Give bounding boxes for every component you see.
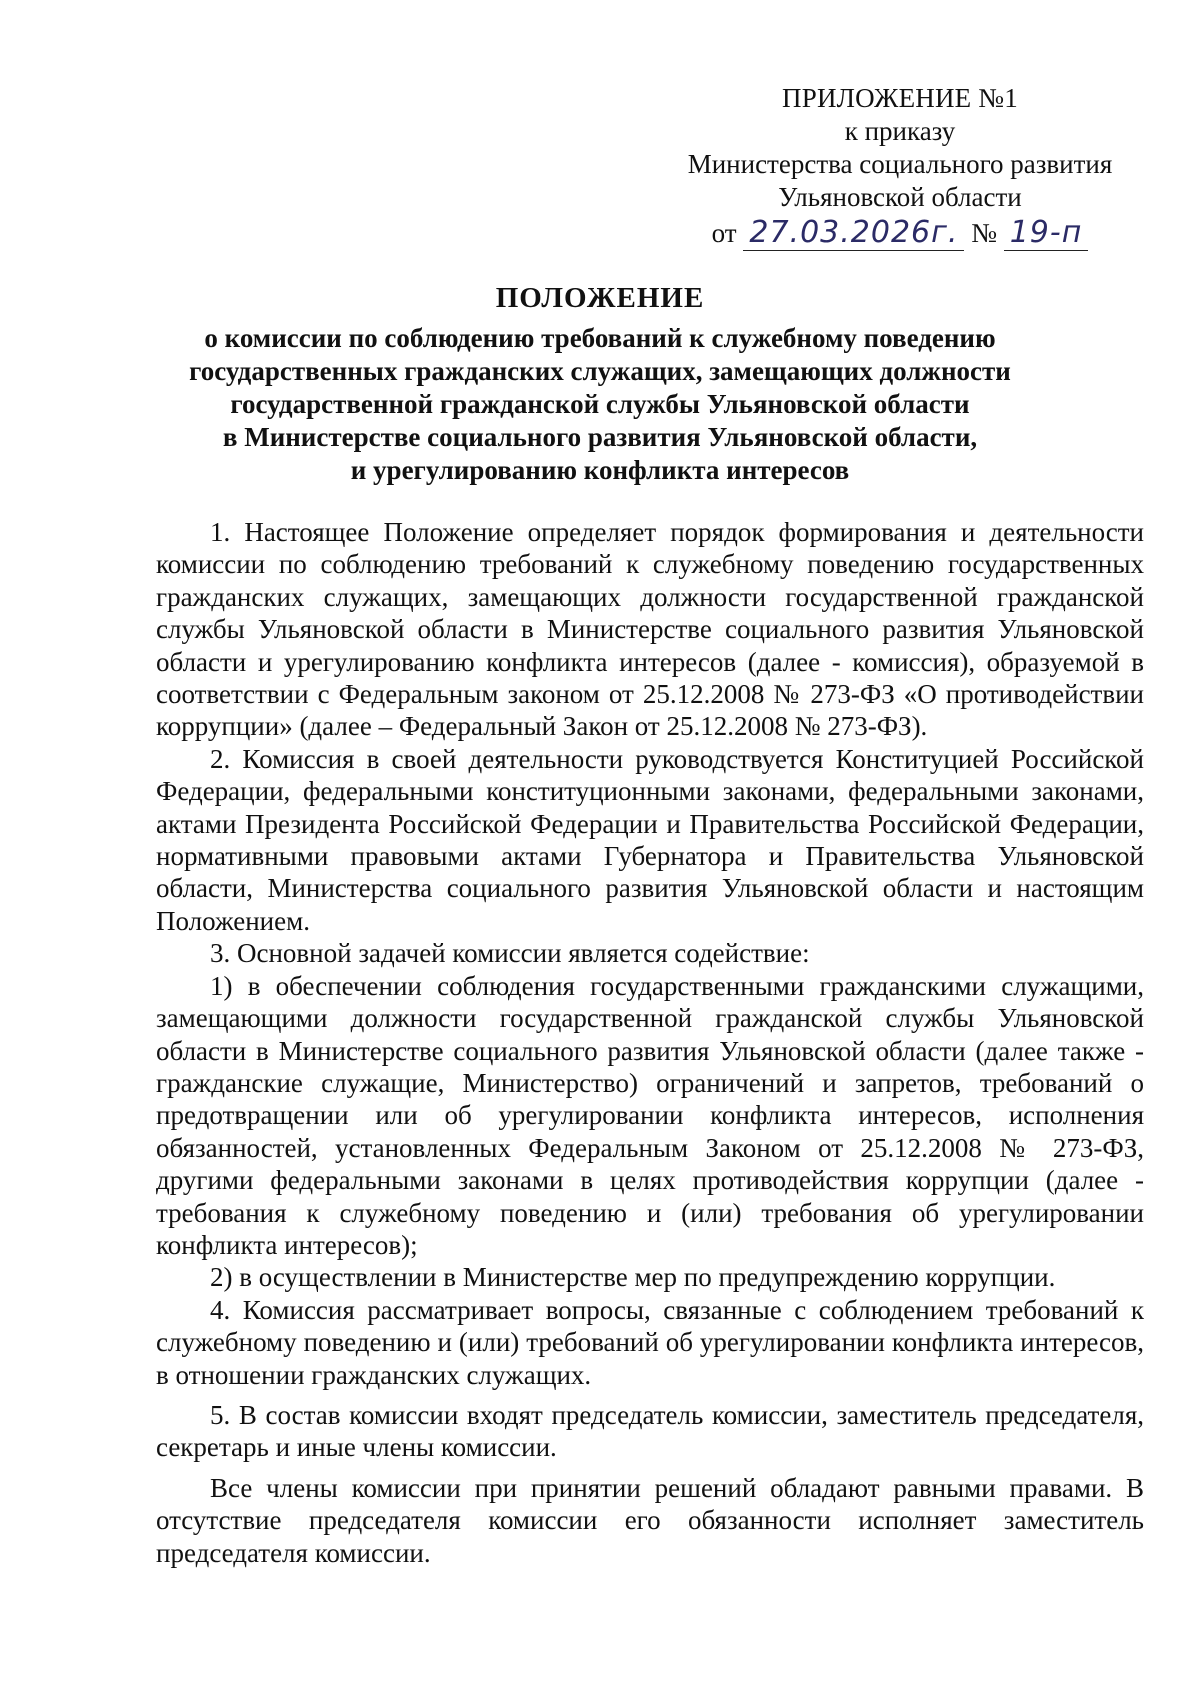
paragraph-5: 5. В состав комиссии входят председатель комиссии, заместитель председателя, секретарь и иные члены комиссии. (156, 1399, 1144, 1463)
handwritten-number: 19-п (1004, 215, 1089, 251)
paragraph-3-item-1: 1) в обеспечении соблюдения государственными гражданскими служащими, замещающими должности государственной гражданской службы Ульяновской области в Министерстве социального развития Ульяновской области (далее также - гражданские служащие, Министерство) ограничений и запретов, требований о предотвращении или об урегулировании конфликта интересов, исполнения обязанностей, установленных Федеральным Законом от 25.12.2008 № 273-ФЗ, другими федеральными законами в целях противодействия коррупции (далее - требования к служебному поведению и (или) требования об урегулировании конфликта интересов); (156, 970, 1144, 1260)
paragraph-3-item-2: 2) в осуществлении в Министерстве мер по предупреждению коррупции. (210, 1262, 1056, 1293)
document-subtitle-line: в Министерстве социального развития Ульяновской области, (222, 422, 978, 452)
paragraph-4: 4. Комиссия рассматривает вопросы, связанные с соблюдением требований к служебному поведению и (или) требований об урегулировании конфликта интересов, в отношении гражданских служащих. (156, 1294, 1144, 1390)
number-prefix: № (971, 218, 997, 248)
annex-header (660, 82, 1140, 250)
date-prefix: от (711, 218, 737, 248)
document-subtitle-line: государственных гражданских служащих, замещающих должности (189, 356, 1011, 386)
annex-title: ПРИЛОЖЕНИЕ №1 (782, 83, 1018, 113)
paragraph-5-continued: Все члены комиссии при принятии решений обладают равными правами. В отсутствие председателя комиссии его обязанности исполняет заместитель председателя комиссии. (156, 1472, 1144, 1568)
document-subtitle-line: и урегулированию конфликта интересов (350, 455, 850, 485)
paragraph-2: 2. Комиссия в своей деятельности руководствуется Конституцией Российской Федерации, федеральными конституционными законами, федеральными законами, актами Президента Российской Федерации и Правительства Российской Федерации, нормативными правовыми актами Губернатора и Правительства Ульяновской области, Министерства социального развития Ульяновской области и настоящим Положением. (156, 743, 1144, 936)
document-body (156, 516, 1144, 1569)
paragraph-1: 1. Настоящее Положение определяет порядок формирования и деятельности комиссии по соблюдению требований к служебному поведению государственных гражданских служащих, замещающих должности государственной гражданской службы Ульяновской области в Министерстве социального развития Ульяновской области и урегулированию конфликта интересов (далее - комиссия), образуемой в соответствии с Федеральным законом от 25.12.2008 № 273-ФЗ «О противодействии коррупции» (далее – Федеральный Закон от 25.12.2008 № 273-ФЗ). (156, 517, 1144, 742)
handwritten-date: 27.03.2026г. (743, 215, 964, 251)
document-title-block (150, 280, 1050, 487)
document-subtitle-line: о комиссии по соблюдению требований к служебному поведению (204, 323, 996, 353)
paragraph-3: 3. Основной задачей комиссии является содействие: (210, 938, 810, 969)
document-subtitle-line: государственной гражданской службы Ульяновской области (230, 389, 970, 419)
annex-date-line (660, 216, 1140, 250)
annex-line-order: к приказу (844, 116, 956, 146)
annex-line-region: Ульяновской области (778, 182, 1022, 212)
document-title: ПОЛОЖЕНИЕ (495, 282, 705, 314)
annex-line-ministry: Министерства социального развития (687, 149, 1113, 179)
